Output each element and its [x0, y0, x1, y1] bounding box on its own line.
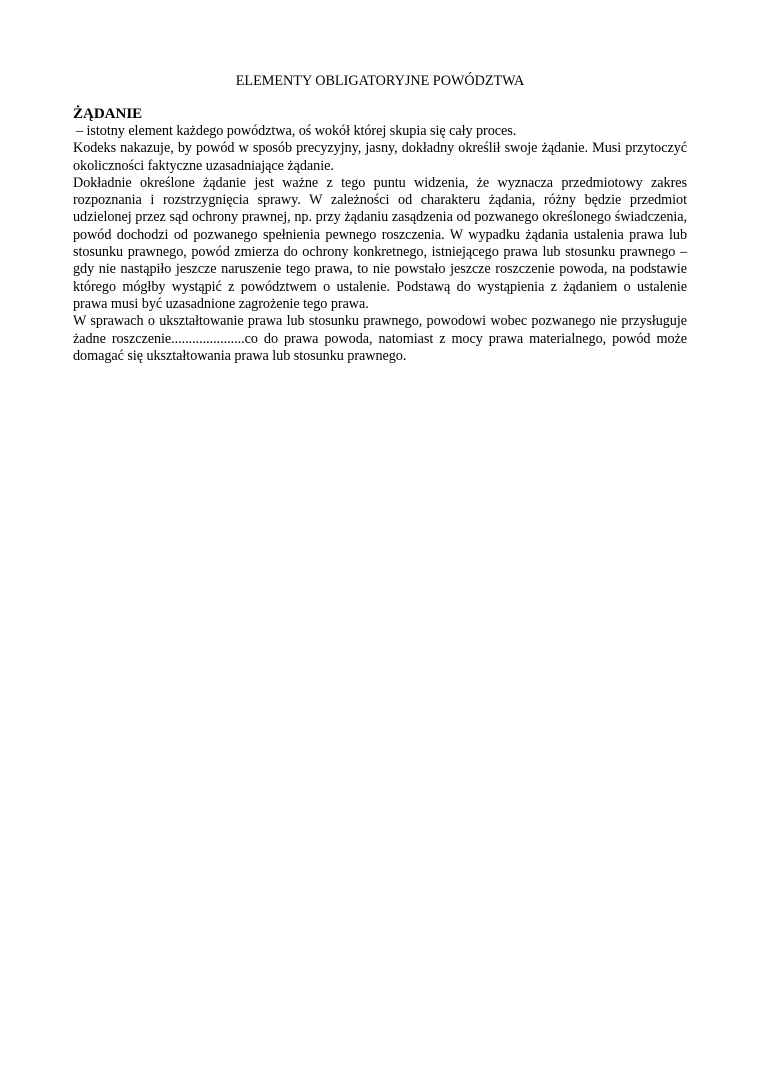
paragraph-scope: Dokładnie określone żądanie jest ważne z tego puntu widzenia, że wyznacza przedmiotowy zakres rozpoznania i rozstrzygnięcia sprawy. W zależności od charakteru żądania, różny będzie przedmiot udzielonej przez sąd ochrony prawnej, np. przy żądaniu zasądzenia od pozwanego określonego świadczenia, powód dochodzi od pozwanego spełnienia pewnego roszczenia. W wypadku żądania ustalenia prawa lub stosunku prawnego, powód zmierza do ochrony konkretnego, istniejącego prawa lub stosunku prawnego – gdy nie nastąpiło jeszcze naruszenie tego prawa, to nie powstało jeszcze roszczenie powoda, na podstawie którego mógłby wystąpić z powództwem o ustalenie. Podstawą do wystąpienia z żądaniem o ustalenie prawa musi być uzasadnione zagrożenie tego prawa.	[73, 174, 687, 312]
document-page	[73, 72, 687, 365]
paragraph-code-requirement: Kodeks nakazuje, by powód w sposób precyzyjny, jasny, dokładny określił swoje żądanie. Musi przytoczyć okoliczności faktyczne uzasadniające żądanie.	[73, 140, 687, 174]
paragraph-shaping: W sprawach o ukształtowanie prawa lub stosunku prawnego, powodowi wobec pozwanego nie przysługuje żadne roszczenie.....................co do prawa powoda, natomiast z mocy prawa materialnego, powód może domagać się ukształtowania prawa lub stosunku prawnego.	[73, 313, 687, 364]
paragraph-definition: – istotny element każdego powództwa, oś wokół której skupia się cały proces.	[76, 123, 517, 139]
section-heading: ŻĄDANIE	[73, 106, 143, 122]
document-title: ELEMENTY OBLIGATORYJNE POWÓDZTWA	[235, 73, 525, 89]
